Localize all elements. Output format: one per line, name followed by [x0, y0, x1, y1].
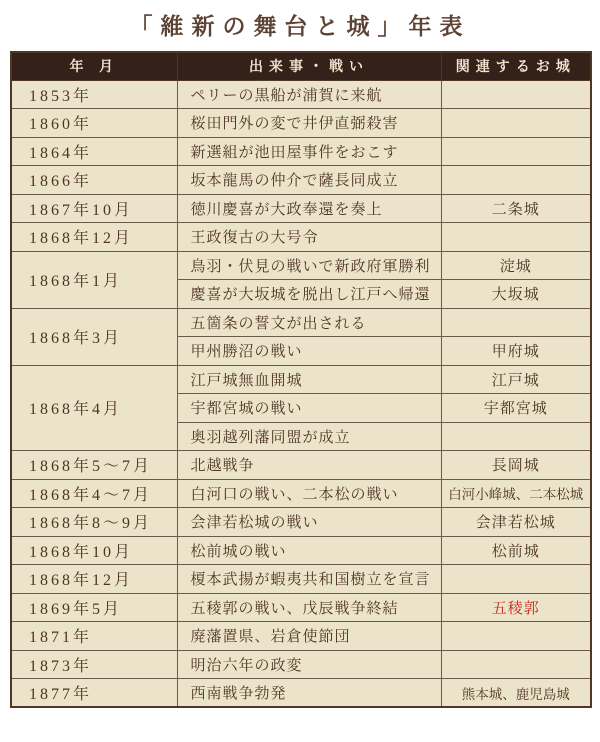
- event-cell: 江戸城無血開城: [177, 365, 441, 394]
- castle-cell: 熊本城、鹿児島城: [441, 679, 591, 708]
- table-row: [11, 80, 591, 109]
- event-cell: 徳川慶喜が大政奉還を奏上: [177, 194, 441, 223]
- event-cell: 慶喜が大坂城を脱出し江戸へ帰還: [177, 280, 441, 309]
- castle-cell: [441, 166, 591, 195]
- page-title: 「維新の舞台と城」年表: [129, 14, 471, 39]
- year-cell: 1868年5〜7月: [11, 451, 177, 480]
- event-cell: 桜田門外の変で井伊直弼殺害: [177, 109, 441, 138]
- castle-cell: [441, 80, 591, 109]
- year-cell: 1868年8〜9月: [11, 508, 177, 537]
- timeline-table: [10, 51, 592, 708]
- event-cell: 五稜郭の戦い、戊辰戦争終結: [177, 593, 441, 622]
- year-cell: 1867年10月: [11, 194, 177, 223]
- year-cell: 1868年4月: [11, 365, 177, 451]
- col-header-castle: 関連するお城: [441, 52, 591, 80]
- event-cell: 五箇条の誓文が出される: [177, 308, 441, 337]
- castle-cell: 宇都宮城: [441, 394, 591, 423]
- castle-cell: [441, 422, 591, 451]
- castle-cell-highlighted: 五稜郭: [441, 593, 591, 622]
- event-cell: 明治六年の政変: [177, 650, 441, 679]
- year-cell: 1868年12月: [11, 565, 177, 594]
- event-cell: 甲州勝沼の戦い: [177, 337, 441, 366]
- castle-cell: [441, 223, 591, 252]
- table-row: [11, 308, 591, 337]
- table-row: [11, 622, 591, 651]
- year-cell: 1873年: [11, 650, 177, 679]
- year-cell: 1869年5月: [11, 593, 177, 622]
- table-row: [11, 593, 591, 622]
- castle-cell: 松前城: [441, 536, 591, 565]
- table-row: [11, 479, 591, 508]
- table-row: [11, 223, 591, 252]
- event-cell: 西南戦争勃発: [177, 679, 441, 708]
- event-cell: 松前城の戦い: [177, 536, 441, 565]
- castle-cell: 会津若松城: [441, 508, 591, 537]
- event-cell: 白河口の戦い、二本松の戦い: [177, 479, 441, 508]
- year-cell: 1853年: [11, 80, 177, 109]
- castle-cell: 長岡城: [441, 451, 591, 480]
- event-cell: 宇都宮城の戦い: [177, 394, 441, 423]
- castle-cell: [441, 137, 591, 166]
- castle-cell: 江戸城: [441, 365, 591, 394]
- castle-cell: [441, 650, 591, 679]
- castle-cell: 淀城: [441, 251, 591, 280]
- year-cell: 1866年: [11, 166, 177, 195]
- table-header: [11, 52, 591, 80]
- event-cell: 王政復古の大号令: [177, 223, 441, 252]
- table-row: [11, 508, 591, 537]
- year-cell: 1868年1月: [11, 251, 177, 308]
- table-row: [11, 451, 591, 480]
- table-row: [11, 565, 591, 594]
- table-row: [11, 137, 591, 166]
- year-cell: 1864年: [11, 137, 177, 166]
- table-row: [11, 166, 591, 195]
- castle-cell: [441, 308, 591, 337]
- col-header-event: 出来事・戦い: [177, 52, 441, 80]
- table-body: [11, 80, 591, 707]
- event-cell: 新選組が池田屋事件をおこす: [177, 137, 441, 166]
- event-cell: 坂本龍馬の仲介で薩長同成立: [177, 166, 441, 195]
- year-cell: 1871年: [11, 622, 177, 651]
- castle-cell: [441, 109, 591, 138]
- table-row: [11, 194, 591, 223]
- year-cell: 1860年: [11, 109, 177, 138]
- event-cell: 北越戦争: [177, 451, 441, 480]
- year-cell: 1868年10月: [11, 536, 177, 565]
- event-cell: 榎本武揚が蝦夷共和国樹立を宣言: [177, 565, 441, 594]
- table-header-row: [11, 52, 591, 80]
- table-row: [11, 109, 591, 138]
- event-cell: ペリーの黒船が浦賀に来航: [177, 80, 441, 109]
- table-row: [11, 251, 591, 280]
- year-cell: 1868年4〜7月: [11, 479, 177, 508]
- castle-cell: 大坂城: [441, 280, 591, 309]
- table-row: [11, 679, 591, 708]
- castle-cell: 二条城: [441, 194, 591, 223]
- castle-cell: 白河小峰城、二本松城: [441, 479, 591, 508]
- table-row: [11, 365, 591, 394]
- col-header-year: 年 月: [11, 52, 177, 80]
- castle-cell: 甲府城: [441, 337, 591, 366]
- castle-cell: [441, 622, 591, 651]
- event-cell: 会津若松城の戦い: [177, 508, 441, 537]
- year-cell: 1868年12月: [11, 223, 177, 252]
- event-cell: 鳥羽・伏見の戦いで新政府軍勝利: [177, 251, 441, 280]
- event-cell: 廃藩置県、岩倉使節団: [177, 622, 441, 651]
- table-row: [11, 650, 591, 679]
- year-cell: 1868年3月: [11, 308, 177, 365]
- year-cell: 1877年: [11, 679, 177, 708]
- castle-cell: [441, 565, 591, 594]
- table-row: [11, 536, 591, 565]
- event-cell: 奥羽越列藩同盟が成立: [177, 422, 441, 451]
